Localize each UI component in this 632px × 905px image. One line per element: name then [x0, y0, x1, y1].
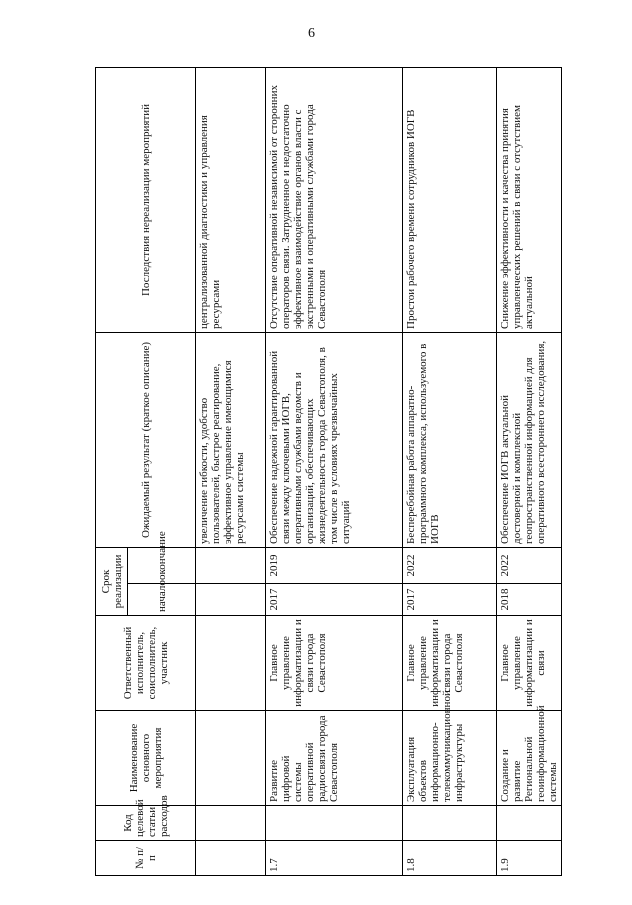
table-row — [196, 67, 266, 875]
header-name: Наименование основного мероприятия — [96, 711, 196, 806]
cell-name — [196, 711, 266, 806]
cell-result: Обеспечение надежной гарантированной связи между ключевыми ИОГВ, оперативными службами ведомств и организаций, обеспечивающих жизнедеятельность города Севастополя, в том числе в условиях чрезвычайных ситуаций — [266, 332, 403, 547]
header-result: Ожидаемый результат (краткое описание) — [96, 332, 196, 547]
activities-table — [95, 67, 562, 876]
cell-result: Бесперебойная работа аппаратно-программного комплекса, используемого в ИОГВ — [403, 332, 497, 547]
cell-start: 2018 — [497, 584, 562, 616]
cell-exec: Главное управление информатизации и связи города Севастополя — [403, 616, 497, 711]
cell-num: 1.7 — [266, 841, 403, 876]
header-term: Срок реализации — [96, 547, 128, 615]
cell-name: Эксплуатация объектов информационно-телекоммуникационной инфраструктуры — [403, 711, 497, 806]
cell-cons: централизованной диагностики и управления ресурсами — [196, 67, 266, 332]
cell-start: 2017 — [266, 584, 403, 616]
cell-code — [196, 806, 266, 841]
header-code: Код целевой статьи расходов — [96, 806, 196, 841]
cell-name: Развитие цифровой системы оперативной радиосвязи города Севастополя — [266, 711, 403, 806]
cell-cons: Снижение эффективности и качества принятия управленческих решений в связи с отсутствием актуальной — [497, 67, 562, 332]
cell-end: 2022 — [403, 547, 497, 583]
rotated-table-wrapper — [95, 68, 559, 876]
page-number: 6 — [308, 26, 315, 41]
table-row — [497, 67, 562, 875]
header-num: № п/п — [96, 841, 196, 876]
cell-end — [196, 547, 266, 583]
header-cons: Последствия нереализации мероприятий — [96, 67, 196, 332]
cell-exec — [196, 616, 266, 711]
cell-num: 1.8 — [403, 841, 497, 876]
cell-code — [266, 806, 403, 841]
header-exec: Ответственный исполнитель, соисполнитель, участник — [96, 616, 196, 711]
table-row — [403, 67, 497, 875]
cell-cons: Отсутствие оперативной независимой от сторонних операторов связи. Затрудненное и недостаточно эффективное взаимодействие органов власти с экстренными и оперативными службами города Севастополя — [266, 67, 403, 332]
table-row — [266, 67, 403, 875]
cell-num: 1.9 — [497, 841, 562, 876]
cell-start: 2017 — [403, 584, 497, 616]
cell-name: Создание и развитие Региональной геоинформационной системы — [497, 711, 562, 806]
cell-exec: Главное управление информатизации и связи — [497, 616, 562, 711]
cell-result: увеличение гибкости, удобство пользователей, быстрое реагирование, эффективное управление имеющимися ресурсами системы — [196, 332, 266, 547]
cell-end: 2022 — [497, 547, 562, 583]
header-end: окончание — [128, 547, 196, 583]
cell-num — [196, 841, 266, 876]
header-start: начало — [128, 584, 196, 616]
cell-end: 2019 — [266, 547, 403, 583]
cell-exec: Главное управление информатизации и связи города Севастополя — [266, 616, 403, 711]
cell-start — [196, 584, 266, 616]
cell-code — [403, 806, 497, 841]
cell-result: Обеспечение ИОГВ актуальной достоверной и комплексной геопространственной информацией для оперативного всестороннего исследования, — [497, 332, 562, 547]
cell-cons: Простои рабочего времени сотрудников ИОГВ — [403, 67, 497, 332]
cell-code — [497, 806, 562, 841]
